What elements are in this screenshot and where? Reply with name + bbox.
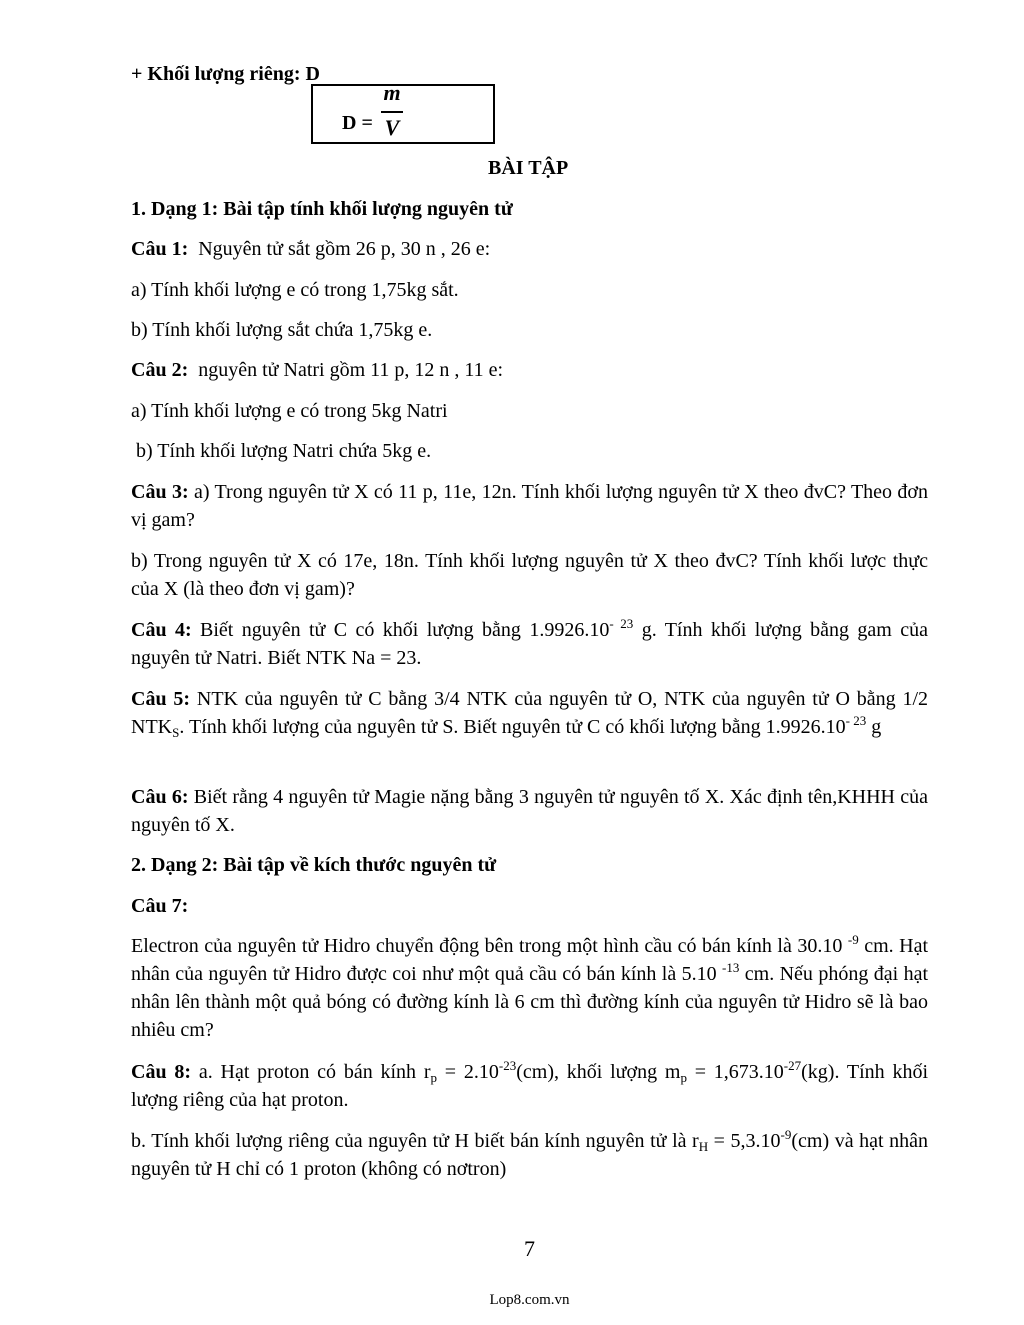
fraction-denominator: V <box>384 115 400 140</box>
cau5-question: Câu 5: NTK của nguyên tử C bằng 3/4 NTK của nguyên tử O, NTK của nguyên tử O bằng 1/2 $NTK_S$. Tính khối lượng của nguyên tử S. Biết nguyên tử C có khối lượng bằng $1.9926.10^{- 23}$ g <box>131 688 929 740</box>
cau1-part-a: a) Tính khối lượng e có trong 1,75kg sắt. <box>131 279 459 301</box>
section-title: BÀI TẬP <box>488 157 569 179</box>
dang1-heading: 1. Dạng 1: Bài tập tính khối lượng nguyên tử <box>131 198 513 220</box>
cau2-part-b: b) Tính khối lượng Natri chứa 5kg e. <box>136 440 432 462</box>
cau3-part-a: Câu 3: a) Trong nguyên tử X có 11 p, 11e, 12n. Tính khối lượng nguyên tử X theo đvC? Theo đơn vị gam? <box>131 481 929 531</box>
footer-site: Lop8.com.vn <box>489 1292 570 1308</box>
density-formula-box <box>311 80 495 144</box>
density-label: + Khối lượng riêng: D <box>131 63 320 85</box>
cau3-part-b: b) Trong nguyên tử X có 17e, 18n. Tính khối lượng nguyên tử X theo đvC? Tính khối lược thực của X (là theo đơn vị gam)? <box>131 550 928 600</box>
cau2-question: Câu 2: nguyên tử Natri gồm 11 p, 12 n , 11 e: <box>131 359 504 381</box>
cau8-part-a: Câu 8: a. Hạt proton có bán kính $r_p = 2.10^{-23}(cm)$, khối lượng $m_p = 1,673.10^{-27}(kg)$. Tính khối lượng riêng của hạt proton. <box>131 1058 929 1111</box>
dang2-heading: 2. Dạng 2: Bài tập về kích thước nguyên tử <box>131 854 497 876</box>
fraction-bar <box>381 111 403 113</box>
cau8-part-b: b. Tính khối lượng riêng của nguyên tử H biết bán kính nguyên tử là $r_H = 5,3.10^{-9}(cm)$ và hạt nhân nguyên tử H chỉ có 1 proton (không có nơtron) <box>131 1127 929 1180</box>
cau6-question: Câu 6: Biết rằng 4 nguyên tử Magie nặng bằng 3 nguyên tử nguyên tố X. Xác định tên,KHHH của nguyên tố X. <box>131 786 929 836</box>
cau1-question: Câu 1: Nguyên tử sắt gồm 26 p, 30 n , 26 e: <box>131 238 491 260</box>
cau7-label: Câu 7: <box>131 895 189 917</box>
cau4-question: Câu 4: Biết nguyên tử C có khối lượng bằng $1.9926.10^{- 23}$ g. Tính khối lượng bằng gam của nguyên tử Natri. Biết NTK Na = 23. <box>131 616 929 669</box>
page-number: 7 <box>524 1236 535 1261</box>
cau7-text: Electron của nguyên tử Hidro chuyển động bên trong một hình cầu có bán kính là 30.10 $^{-9}$ cm. Hạt nhân của nguyên tử Hidro được coi như một quả cầu có bán kính là 5.10 $^{-13}$ cm. Nếu phóng đại hạt nhân lên thành một quả bóng có đường kính là 6 cm thì đường kính của nguyên tử Hidro sẽ là bao nhiêu cm? <box>131 932 929 1041</box>
density-formula-lhs: D = <box>342 112 373 134</box>
fraction-numerator: m <box>383 80 401 105</box>
cau2-part-a: a) Tính khối lượng e có trong 5kg Natri <box>131 400 448 422</box>
cau1-part-b: b) Tính khối lượng sắt chứa 1,75kg e. <box>131 319 433 341</box>
